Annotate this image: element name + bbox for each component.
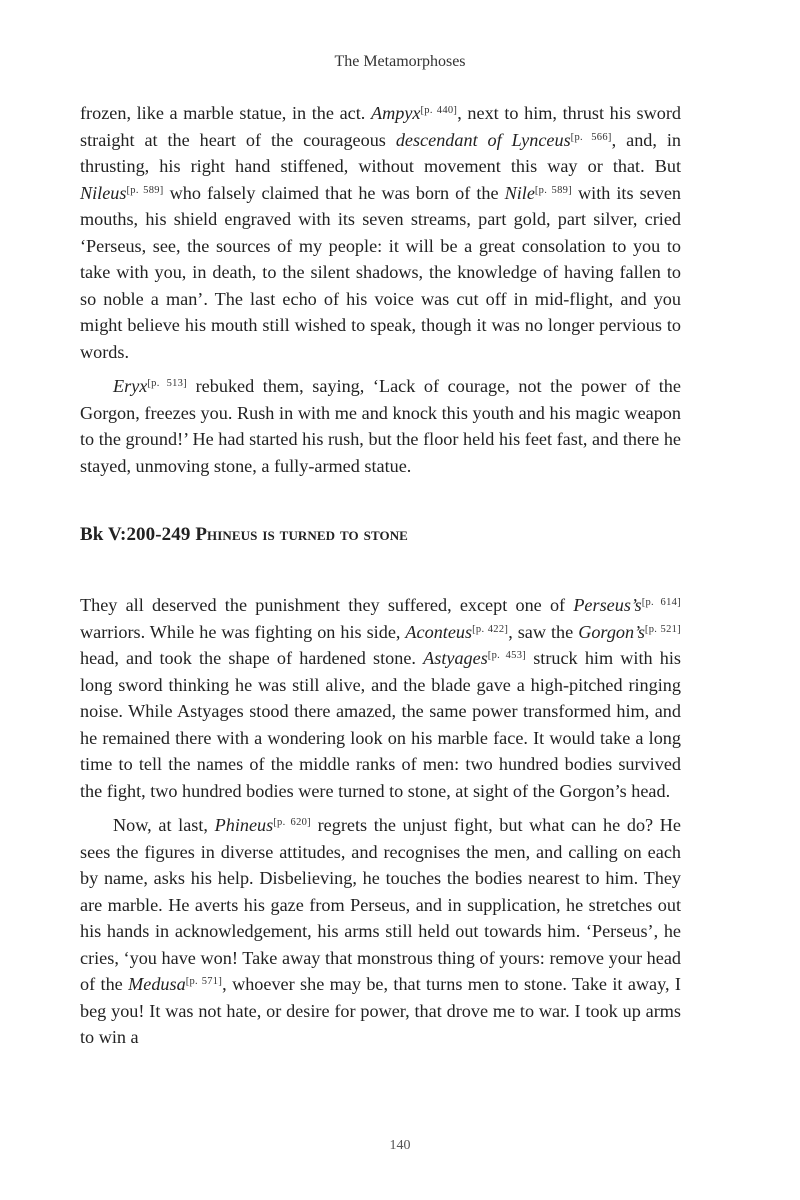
text-run: who falsely claimed that he was born of the [163,182,505,203]
running-head: The Metamorphoses [334,53,466,70]
text-run: They all deserved the punishment they suffered, except one of [80,595,574,615]
page-ref[interactable]: [p. 453] [487,650,527,661]
paragraph-eryx [80,373,681,479]
text-run: , whoever she may be, that turns men to stone. Take it away, I beg you! It was not hate, or desire for power, that drove me to war. I took up arms to win a [80,974,681,1047]
page-ref[interactable]: [p. 571] [185,976,223,987]
name-phineus: Phineus [214,815,274,835]
name-nile: Nile [504,182,535,203]
section-heading [80,524,720,546]
page-ref[interactable]: [p. 513] [147,378,188,389]
name-perseus: Perseus’s [573,595,642,615]
name-nileus: Nileus [80,182,127,203]
text-run: Now, at last, [113,815,215,835]
name-gorgon: Gorgon’s [578,621,645,642]
paragraph-astyages [80,592,681,804]
text-run: , next to him, thrust his sword straight at the heart of the courageous [80,103,681,150]
page-number: 140 [389,1138,411,1153]
page-ref[interactable]: [p. 589] [126,184,164,196]
page-ref[interactable]: [p. 589] [534,184,573,196]
name-astyages: Astyages [423,648,488,668]
name-eryx: Eryx [113,376,148,396]
text-run: struck him with his long sword thinking he was still alive, and the blade gave a high-pitched ringing noise. While Astyages stood there amazed, the same power transformed him, and he remained there with a wondering look on his marble face. It would take a long time to tell the names of the middle ranks of men: two hundred bodies survived the fight, two hundred bodies were turned to stone, at sight of the Gorgon’s head. [80,648,681,801]
text-run: rebuked them, saying, ‘Lack of courage, not the power of the Gorgon, freezes you. Rush in with me and knock this youth and his magic weapon to the ground!’ He had started his rush, but the floor held his feet fast, and there he stayed, unmoving stone, a fully-armed statue. [80,376,681,476]
name-lynceus: descendant of Lynceus [395,129,571,150]
text-run: warriors. While he was fighting on his side, [80,621,406,642]
paragraph-nileus [80,100,681,365]
text-block-lower [80,592,681,1051]
text-run: , and, in thrusting, his right hand stiffened, without movement this way or that. But [80,129,681,176]
text-run: frozen, like a marble statue, in the act. [80,103,371,123]
text-run: with its seven mouths, his shield engraved with its seven streams, part gold, part silver, cried ‘Perseus, see, the sources of my people: it will be a great consolation to you to take with you, in death, to the silent shadows, the knowledge of having fallen to so noble a man’. The last echo of his voice was cut off in mid-flight, and you might believe his mouth still wished to speak, though it was no longer pervious to words. [80,182,681,362]
text-run: regrets the unjust fight, but what can he do? He sees the figures in diverse attitudes, and recognises the men, and calling on each by name, asks his help. Disbelieving, he touches the bodies nearest to him. They are marble. He averts his gaze from Perseus, and in supplication, he stretches out his hands in acknowledgement, his arms still held out towards him. ‘Perseus’, he cries, ‘you have won! Take away that monstrous thing of yours: remove your head of the [80,815,681,994]
page-ref[interactable]: [p. 566] [570,131,612,143]
text-block-upper [80,100,681,479]
text-run: head, and took the shape of hardened stone. [80,648,424,668]
page-ref[interactable]: [p. 614] [641,597,681,608]
text-run: , saw the [508,621,579,642]
section-ref: Bk V:200-249 [80,524,196,545]
name-aconteus: Aconteus [405,621,473,642]
page-ref[interactable]: [p. 620] [273,817,311,828]
page-ref[interactable]: [p. 521] [644,623,681,635]
name-ampyx: Ampyx [371,103,421,123]
page-ref[interactable]: [p. 422] [472,623,509,635]
paragraph-phineus [80,812,681,1051]
section-title: Phineus is turned to stone [195,524,408,545]
page-ref[interactable]: [p. 440] [420,105,458,116]
name-medusa: Medusa [128,974,186,994]
